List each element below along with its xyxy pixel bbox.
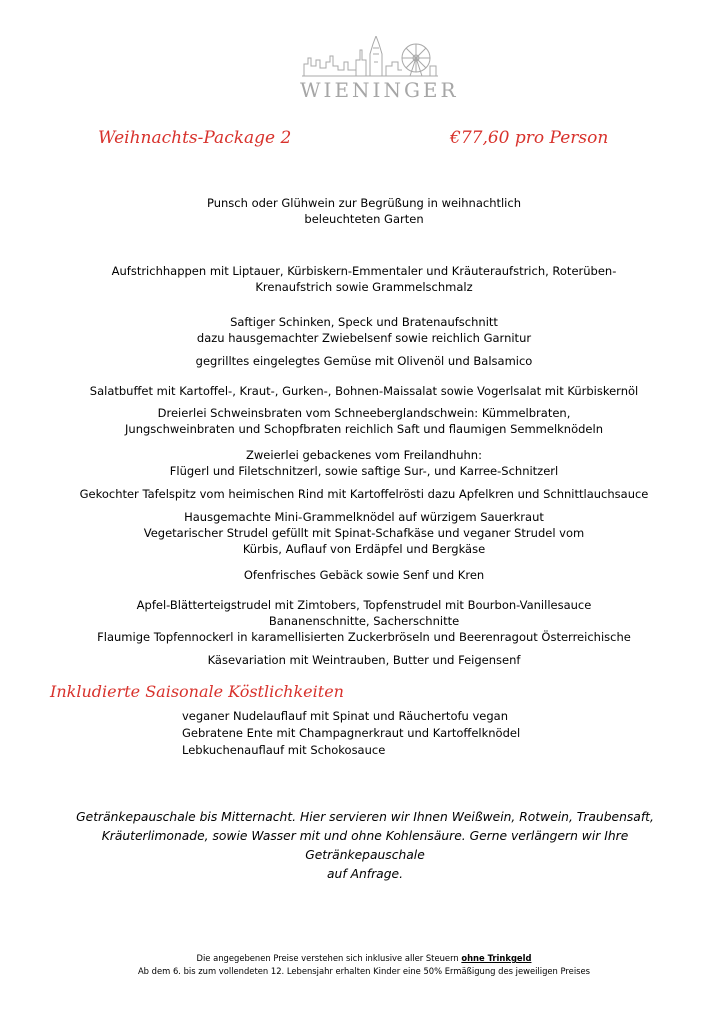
menu-block-welcome: [0, 195, 728, 227]
logo-wordmark: WIENINGER: [300, 78, 459, 102]
menu-line: Krenaufstrich sowie Grammelschmalz: [255, 280, 473, 294]
package-title: Weihnachts-Package 2: [98, 128, 292, 148]
menu-block-cold-cuts: [0, 314, 728, 346]
menu-block-chicken: [0, 447, 728, 479]
menu-block-bread: [0, 567, 728, 583]
menu-block-salad: [0, 383, 728, 399]
menu-line: Dreierlei Schweinsbraten vom Schneeberglandschwein: Kümmelbraten,: [157, 406, 571, 420]
menu-line: Apfel-Blätterteigstrudel mit Zimtobers, Topfenstrudel mit Bourbon-Vanillesauce: [136, 598, 592, 612]
menu-line: Jungschweinbraten und Schopfbraten reichlich Saft und flaumigen Semmelknödeln: [125, 422, 603, 436]
menu-line: Saftiger Schinken, Speck und Bratenaufschnitt: [230, 315, 498, 329]
drinks-line: Kräuterlimonade, sowie Wasser mit und ohne Kohlensäure. Gerne verlängern wir Ihre Getränkepauschale: [101, 829, 629, 862]
menu-line: Flaumige Topfennockerl in karamellisierten Zuckerbröseln und Beerenragout Österreichische: [97, 630, 631, 644]
included-item: veganer Nudelauflauf mit Spinat und Räuchertofu vegan: [182, 709, 508, 723]
menu-line: Käsevariation mit Weintrauben, Butter und Feigensenf: [207, 653, 521, 667]
included-list: [182, 708, 520, 759]
menu-block-tafelspitz: [0, 486, 728, 502]
menu-block-spreads: [0, 263, 728, 295]
skyline-icon: [300, 36, 440, 78]
footer-no-tip: ohne Trinkgeld: [461, 953, 532, 963]
included-heading: Inkludierte Saisonale Köstlichkeiten: [50, 682, 344, 701]
menu-line: gegrilltes eingelegtes Gemüse mit Olivenöl und Balsamico: [195, 354, 533, 368]
menu-line: Flügerl und Filetschnitzerl, sowie saftige Sur-, und Karree-Schnitzerl: [169, 464, 559, 478]
drinks-line: auf Anfrage.: [327, 867, 403, 881]
menu-line: Hausgemachte Mini-Grammelknödel auf würzigem Sauerkraut: [184, 510, 544, 524]
menu-line: Zweierlei gebackenes vom Freilandhuhn:: [246, 448, 482, 462]
drinks-line: Getränkepauschale bis Mitternacht. Hier servieren wir Ihnen Weißwein, Rotwein, Traubensaft,: [76, 810, 654, 824]
included-item: Gebratene Ente mit Champagnerkraut und Kartoffelknödel: [182, 726, 521, 740]
menu-line: Punsch oder Glühwein zur Begrüßung in weihnachtlich: [207, 196, 521, 210]
menu-line: Salatbuffet mit Kartoffel-, Kraut-, Gurken-, Bohnen-Maissalat sowie Vogerlsalat mit Kürbiskernöl: [89, 384, 639, 398]
footer-price-text: Die angegebenen Preise verstehen sich inklusive aller Steuern: [196, 953, 462, 963]
menu-block-cheese: [0, 652, 728, 668]
menu-line: dazu hausgemachter Zwiebelsenf sowie reichlich Garnitur: [196, 331, 532, 345]
menu-line: beleuchteten Garten: [304, 212, 424, 226]
wieninger-logo: [300, 36, 459, 106]
drinks-note: [40, 808, 690, 884]
package-price: €77,60 pro Person: [450, 128, 609, 148]
menu-line: Ofenfrisches Gebäck sowie Senf und Kren: [243, 568, 485, 582]
menu-block-roast-pork: [0, 405, 728, 437]
footer-price-note: [0, 952, 728, 965]
footer-children-note: Ab dem 6. bis zum vollendeten 12. Lebensjahr erhalten Kinder eine 50% Ermäßigung des jeweiligen Preises: [137, 966, 591, 976]
menu-block-dumplings: [0, 509, 728, 557]
menu-block-desserts: [0, 597, 728, 645]
menu-line: Kürbis, Auflauf von Erdäpfel und Bergkäse: [242, 542, 486, 556]
included-item: Lebkuchenauflauf mit Schokosauce: [182, 743, 386, 757]
menu-block-vegetables: [0, 353, 728, 369]
menu-line: Bananenschnitte, Sacherschnitte: [268, 614, 460, 628]
menu-line: Vegetarischer Strudel gefüllt mit Spinat-Schafkäse und veganer Strudel vom: [143, 526, 585, 540]
menu-line: Aufstrichhappen mit Liptauer, Kürbiskern-Emmentaler und Kräuteraufstrich, Roterüben-: [111, 264, 617, 278]
footer: [0, 952, 728, 978]
menu-line: Gekochter Tafelspitz vom heimischen Rind mit Kartoffelrösti dazu Apfelkren und Schnittlauchsauce: [79, 487, 649, 501]
